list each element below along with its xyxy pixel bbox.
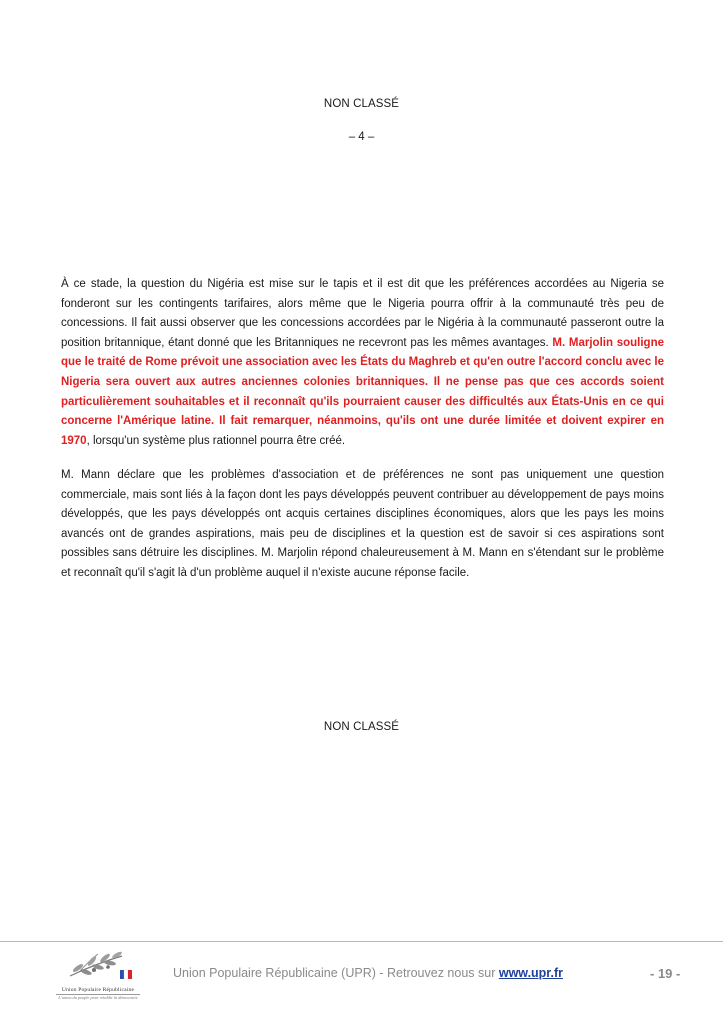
classification-header: NON CLASSÉ	[323, 98, 400, 110]
page-marker: – 4 –	[348, 131, 375, 143]
olive-branch-icon	[50, 946, 146, 986]
upr-website-link[interactable]: www.upr.fr	[498, 966, 563, 980]
paragraph-nigeria-intro: À ce stade, la question du Nigéria est mise sur le tapis et il est dit que les préférences accordées au Nigeria se fonderont sur les contingents tarifaires, alors même que le Nigeria pourra offrir à la communauté très peu de concessions. Il fait aussi observer que les concessions accordées par le Nigéria à la communauté passeront outre la position britannique, étant donné que les Britanniques ne recevront pas les mêmes avantages.	[61, 278, 664, 349]
footer-caption: Union Populaire Républicaine (UPR) - Retrouvez nous sur	[173, 966, 499, 980]
footer-divider	[0, 941, 723, 942]
classification-footer: NON CLASSÉ	[323, 721, 400, 733]
footer-text	[173, 966, 563, 980]
highlighted-marjolin-statement: M. Marjolin souligne que le traité de Rome prévoit une association avec les États du Maghreb et qu'en outre l'accord conclu avec le Nigeria sera ouvert aux autres anciennes colonies britanniques. Il ne pense pas que ces accords soient particulièrement souhaitables et il reconnaît qu'ils pourraient causer des difficultés aux États-Unis en ce qui concerne l'Amérique latine. Il fait remarquer, néanmoins, qu'ils ont une durée limitée et doivent expirer en 1970	[61, 336, 665, 447]
page-number: - 19 -	[650, 966, 681, 981]
logo-tagline: L'union du peuple pour rétablir la démocratie	[58, 995, 138, 1000]
upr-logo	[50, 946, 146, 1006]
paragraph-mann: M. Mann déclare que les problèmes d'association et de préférences ne sont pas uniquement une question commerciale, mais sont liés à la façon dont les pays développés peuvent contribuer au développement de pays moins développés, que les pays développés ont acquis certaines disciplines économiques, alors que les pays les moins avancés ont de grandes aspirations, mais peu de disciplines et la question est de savoir si ces aspirations sont possibles sans détruire les disciplines. M. Marjolin répond chaleureusement à M. Mann en s'étendant sur le problème et reconnaît qu'il s'agit là d'un problème auquel il n'existe aucune réponse facile.	[61, 469, 664, 579]
logo-name: Union Populaire Républicaine	[61, 987, 135, 993]
paragraph-nigeria	[61, 275, 664, 451]
paragraph-nigeria-end: , lorsqu'un système plus rationnel pourra être créé.	[86, 434, 346, 447]
